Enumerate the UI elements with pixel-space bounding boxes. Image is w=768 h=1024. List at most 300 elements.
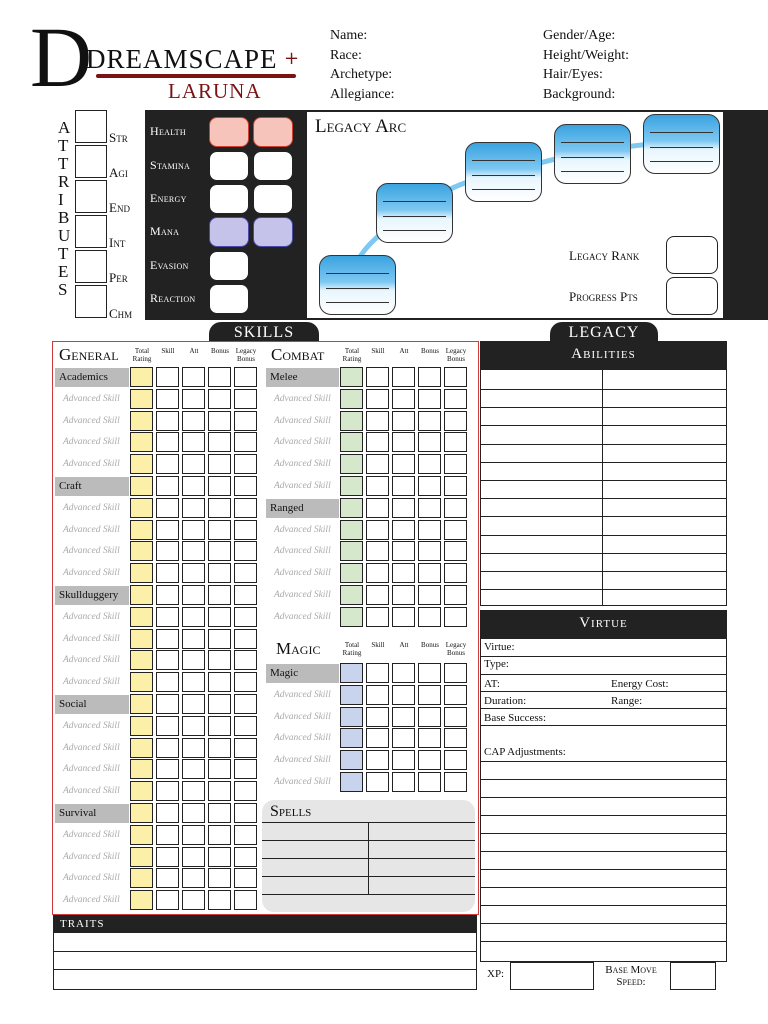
attr-letter: R bbox=[58, 172, 70, 191]
skill-cell[interactable] bbox=[340, 685, 363, 705]
base-move-input[interactable] bbox=[670, 962, 716, 990]
background-field[interactable]: Background: bbox=[543, 87, 616, 102]
skill-cell[interactable] bbox=[418, 707, 441, 727]
virtue-base-success-label: Base Success: bbox=[484, 712, 547, 724]
skill-cell[interactable] bbox=[208, 476, 231, 496]
skill-cell[interactable] bbox=[234, 432, 257, 452]
skill-cell[interactable] bbox=[156, 563, 179, 583]
skill-cell[interactable] bbox=[340, 476, 363, 496]
skill-cell[interactable] bbox=[392, 750, 415, 770]
gender-age-field[interactable]: Gender/Age: bbox=[543, 28, 616, 43]
evasion-input[interactable] bbox=[209, 251, 249, 281]
advanced-skill-label: Advanced Skill bbox=[63, 546, 120, 557]
skill-cell[interactable] bbox=[340, 728, 363, 748]
skill-cell[interactable] bbox=[208, 498, 231, 518]
skill-cell[interactable] bbox=[366, 728, 389, 748]
skill-cell[interactable] bbox=[156, 825, 179, 845]
advanced-skill-label: Advanced Skill bbox=[274, 393, 331, 404]
xp-label: XP: bbox=[487, 968, 505, 980]
skill-cell[interactable] bbox=[208, 781, 231, 801]
skill-cell[interactable] bbox=[130, 541, 153, 561]
skill-cell[interactable] bbox=[234, 694, 257, 714]
skill-cell[interactable] bbox=[156, 738, 179, 758]
skill-cell[interactable] bbox=[208, 454, 231, 474]
virtue-line bbox=[481, 725, 726, 726]
skill-cell[interactable] bbox=[208, 868, 231, 888]
skill-cell[interactable] bbox=[130, 650, 153, 670]
skill-cell[interactable] bbox=[444, 520, 467, 540]
skill-cell[interactable] bbox=[182, 432, 205, 452]
skill-cell[interactable] bbox=[208, 694, 231, 714]
skill-cell[interactable] bbox=[418, 541, 441, 561]
skill-cell[interactable] bbox=[130, 868, 153, 888]
advanced-skill-label: Advanced Skill bbox=[63, 459, 120, 470]
skill-cell[interactable] bbox=[234, 847, 257, 867]
skill-cell[interactable] bbox=[156, 585, 179, 605]
energy-max[interactable] bbox=[253, 184, 293, 214]
skill-cell[interactable] bbox=[444, 607, 467, 627]
reaction-input[interactable] bbox=[209, 284, 249, 314]
abilities-line bbox=[481, 571, 726, 572]
health-current[interactable] bbox=[209, 117, 249, 147]
hair-eyes-field[interactable]: Hair/Eyes: bbox=[543, 67, 603, 82]
skill-cell[interactable] bbox=[418, 563, 441, 583]
agi-input[interactable] bbox=[75, 145, 107, 178]
skill-cell[interactable] bbox=[208, 672, 231, 692]
skill-cell[interactable] bbox=[392, 411, 415, 431]
skill-cell[interactable] bbox=[182, 476, 205, 496]
arc-node-4[interactable] bbox=[554, 124, 631, 184]
skill-cell[interactable] bbox=[340, 563, 363, 583]
abilities-line bbox=[481, 553, 726, 554]
skill-cell[interactable] bbox=[418, 685, 441, 705]
logo-big-d: D bbox=[30, 9, 93, 105]
skill-cell[interactable] bbox=[418, 411, 441, 431]
skill-cell[interactable] bbox=[156, 781, 179, 801]
skill-cell[interactable] bbox=[156, 498, 179, 518]
advanced-skill-label: Advanced Skill bbox=[63, 873, 120, 884]
skill-cell[interactable] bbox=[234, 759, 257, 779]
skill-cell[interactable] bbox=[366, 432, 389, 452]
skill-cell[interactable] bbox=[234, 389, 257, 409]
advanced-skill-label: Advanced Skill bbox=[63, 393, 120, 404]
skill-cell[interactable] bbox=[208, 716, 231, 736]
virtue-line bbox=[481, 887, 726, 888]
skill-cell[interactable] bbox=[234, 650, 257, 670]
skill-cell[interactable] bbox=[156, 694, 179, 714]
skill-cell[interactable] bbox=[340, 454, 363, 474]
skill-cell[interactable] bbox=[234, 563, 257, 583]
skill-cell[interactable] bbox=[340, 772, 363, 792]
spells-title: Spells bbox=[270, 803, 312, 820]
skill-cell[interactable] bbox=[392, 772, 415, 792]
skill-cell[interactable] bbox=[130, 432, 153, 452]
skill-cell[interactable] bbox=[156, 607, 179, 627]
skill-cell[interactable] bbox=[130, 411, 153, 431]
abilities-line bbox=[481, 535, 726, 536]
skill-cell[interactable] bbox=[208, 803, 231, 823]
skill-cell[interactable] bbox=[182, 716, 205, 736]
skill-cell[interactable] bbox=[130, 694, 153, 714]
skill-cell[interactable] bbox=[156, 454, 179, 474]
virtue-title: Virtue bbox=[579, 615, 628, 631]
advanced-skill-label: Advanced Skill bbox=[274, 777, 331, 787]
skill-cell[interactable] bbox=[444, 498, 467, 518]
column-header-bonus: Bonus bbox=[211, 347, 229, 355]
skill-cell[interactable] bbox=[444, 707, 467, 727]
skill-cell[interactable] bbox=[444, 772, 467, 792]
skill-cell[interactable] bbox=[234, 367, 257, 387]
skill-cell[interactable] bbox=[234, 520, 257, 540]
skill-cell[interactable] bbox=[444, 541, 467, 561]
energy-current[interactable] bbox=[209, 184, 249, 214]
skill-cell[interactable] bbox=[392, 498, 415, 518]
skill-cell[interactable] bbox=[234, 825, 257, 845]
skill-cell[interactable] bbox=[208, 411, 231, 431]
allegiance-field[interactable]: Allegiance: bbox=[330, 87, 395, 102]
race-field[interactable]: Race: bbox=[330, 48, 362, 63]
arc-node-5[interactable] bbox=[643, 114, 720, 174]
skill-cell[interactable] bbox=[340, 432, 363, 452]
skill-cell[interactable] bbox=[156, 890, 179, 910]
attr-letter: A bbox=[58, 118, 71, 137]
skill-cell[interactable] bbox=[392, 367, 415, 387]
skill-cell[interactable] bbox=[366, 685, 389, 705]
skill-cell[interactable] bbox=[130, 890, 153, 910]
skill-cell[interactable] bbox=[234, 607, 257, 627]
skill-cell[interactable] bbox=[182, 781, 205, 801]
skill-cell[interactable] bbox=[444, 750, 467, 770]
skill-cell[interactable] bbox=[156, 716, 179, 736]
legacy-arc-title: Legacy Arc bbox=[315, 116, 407, 137]
skill-cell[interactable] bbox=[156, 411, 179, 431]
health-max[interactable] bbox=[253, 117, 293, 147]
skill-cell[interactable] bbox=[340, 607, 363, 627]
xp-input[interactable] bbox=[510, 962, 594, 990]
skill-cell[interactable] bbox=[234, 629, 257, 649]
skill-cell[interactable] bbox=[234, 476, 257, 496]
skill-cell[interactable] bbox=[208, 563, 231, 583]
attr-chm-label: Chm bbox=[109, 306, 133, 321]
skill-cell[interactable] bbox=[392, 607, 415, 627]
skill-cell[interactable] bbox=[130, 629, 153, 649]
arc-node-1[interactable] bbox=[319, 255, 396, 315]
skill-cell[interactable] bbox=[418, 585, 441, 605]
skill-cell[interactable] bbox=[392, 520, 415, 540]
skill-cell[interactable] bbox=[130, 759, 153, 779]
advanced-skill-label: Advanced Skill bbox=[63, 851, 120, 862]
skill-cell[interactable] bbox=[182, 541, 205, 561]
skill-cell[interactable] bbox=[366, 772, 389, 792]
skill-cell[interactable] bbox=[444, 728, 467, 748]
skill-cell[interactable] bbox=[130, 847, 153, 867]
skill-cell[interactable] bbox=[444, 411, 467, 431]
skill-cell[interactable] bbox=[392, 707, 415, 727]
attr-letter: B bbox=[58, 208, 70, 227]
combat-title: Combat bbox=[271, 345, 325, 364]
abilities-line bbox=[481, 444, 726, 445]
mana-current[interactable] bbox=[209, 217, 249, 247]
skill-cell[interactable] bbox=[208, 650, 231, 670]
skill-cell[interactable] bbox=[366, 707, 389, 727]
skill-cell[interactable] bbox=[156, 868, 179, 888]
skill-cell[interactable] bbox=[182, 803, 205, 823]
skill-cell[interactable] bbox=[444, 454, 467, 474]
skill-cell[interactable] bbox=[156, 432, 179, 452]
progress-pts-input[interactable] bbox=[666, 277, 718, 315]
skill-cell[interactable] bbox=[156, 847, 179, 867]
skill-cell[interactable] bbox=[392, 541, 415, 561]
skill-cell[interactable] bbox=[182, 890, 205, 910]
skill-cell[interactable] bbox=[340, 663, 363, 683]
skill-cell[interactable] bbox=[234, 716, 257, 736]
skill-cell[interactable] bbox=[182, 454, 205, 474]
skill-cell[interactable] bbox=[418, 476, 441, 496]
skill-cell[interactable] bbox=[340, 750, 363, 770]
per-input[interactable] bbox=[75, 250, 107, 283]
advanced-skill-label: Advanced Skill bbox=[274, 568, 331, 579]
skill-cell[interactable] bbox=[182, 389, 205, 409]
skill-cell[interactable] bbox=[208, 367, 231, 387]
skill-cell[interactable] bbox=[234, 411, 257, 431]
skill-cell[interactable] bbox=[366, 585, 389, 605]
skill-cell[interactable] bbox=[130, 803, 153, 823]
skill-cell[interactable] bbox=[418, 750, 441, 770]
skill-cell[interactable] bbox=[444, 432, 467, 452]
skill-cell[interactable] bbox=[156, 389, 179, 409]
skill-cell[interactable] bbox=[366, 541, 389, 561]
skill-cell[interactable] bbox=[208, 607, 231, 627]
column-header-att: Att bbox=[189, 347, 199, 355]
archetype-field[interactable]: Archetype: bbox=[330, 67, 393, 82]
skill-cell[interactable] bbox=[156, 476, 179, 496]
skill-cell[interactable] bbox=[182, 498, 205, 518]
skill-cell[interactable] bbox=[444, 367, 467, 387]
column-header-bonus: Bonus bbox=[421, 347, 439, 355]
skill-cell[interactable] bbox=[130, 672, 153, 692]
skill-cell[interactable] bbox=[234, 585, 257, 605]
stamina-max[interactable] bbox=[253, 151, 293, 181]
end-input[interactable] bbox=[75, 180, 107, 213]
skill-cell[interactable] bbox=[182, 520, 205, 540]
skill-cell[interactable] bbox=[418, 772, 441, 792]
skill-cell[interactable] bbox=[418, 367, 441, 387]
skill-cell[interactable] bbox=[130, 738, 153, 758]
skill-cell[interactable] bbox=[444, 476, 467, 496]
skill-cell[interactable] bbox=[156, 629, 179, 649]
skill-cell[interactable] bbox=[366, 411, 389, 431]
spell-divider bbox=[368, 822, 369, 894]
logo-title: DREAMSCAPE bbox=[86, 44, 278, 74]
skill-cell[interactable] bbox=[130, 367, 153, 387]
skill-cell[interactable] bbox=[182, 629, 205, 649]
stat-reaction-label: Reaction bbox=[150, 291, 196, 305]
skill-cell[interactable] bbox=[130, 520, 153, 540]
str-input[interactable] bbox=[75, 110, 107, 143]
skill-cell[interactable] bbox=[130, 825, 153, 845]
attr-int-label: Int bbox=[109, 235, 126, 250]
skill-cell[interactable] bbox=[392, 432, 415, 452]
skill-cell[interactable] bbox=[366, 389, 389, 409]
skill-cell[interactable] bbox=[208, 629, 231, 649]
skill-cell[interactable] bbox=[130, 476, 153, 496]
skill-cell[interactable] bbox=[340, 411, 363, 431]
int-input[interactable] bbox=[75, 215, 107, 248]
skill-cell[interactable] bbox=[208, 389, 231, 409]
skill-cell[interactable] bbox=[234, 803, 257, 823]
skill-cell[interactable] bbox=[208, 759, 231, 779]
skill-cell[interactable] bbox=[182, 738, 205, 758]
skill-cell[interactable] bbox=[340, 707, 363, 727]
skill-cell[interactable] bbox=[392, 563, 415, 583]
skill-cell[interactable] bbox=[340, 367, 363, 387]
skill-cell[interactable] bbox=[234, 868, 257, 888]
skill-cell[interactable] bbox=[130, 563, 153, 583]
skill-cell[interactable] bbox=[208, 520, 231, 540]
stamina-current[interactable] bbox=[209, 151, 249, 181]
skill-cell[interactable] bbox=[234, 781, 257, 801]
virtue-line bbox=[481, 761, 726, 762]
legacy-rank-input[interactable] bbox=[666, 236, 718, 274]
skill-cell[interactable] bbox=[340, 520, 363, 540]
skill-cell[interactable] bbox=[156, 672, 179, 692]
skill-cell[interactable] bbox=[208, 890, 231, 910]
skill-cell[interactable] bbox=[130, 585, 153, 605]
virtue-range-label: Range: bbox=[611, 695, 643, 707]
skill-cell[interactable] bbox=[366, 367, 389, 387]
skill-cell[interactable] bbox=[182, 585, 205, 605]
skill-cell[interactable] bbox=[234, 498, 257, 518]
skill-cell[interactable] bbox=[156, 367, 179, 387]
column-header-legacy: Legacy Bonus bbox=[235, 347, 257, 363]
skill-cell[interactable] bbox=[340, 585, 363, 605]
attr-agi-label: Agi bbox=[109, 165, 128, 180]
skill-cell[interactable] bbox=[208, 847, 231, 867]
attr-letter: T bbox=[58, 244, 69, 263]
abilities-line bbox=[481, 480, 726, 481]
skill-cell[interactable] bbox=[340, 498, 363, 518]
skill-cell[interactable] bbox=[418, 454, 441, 474]
skill-cell[interactable] bbox=[418, 520, 441, 540]
skill-cell[interactable] bbox=[366, 607, 389, 627]
skill-cell[interactable] bbox=[130, 607, 153, 627]
skill-cell[interactable] bbox=[182, 672, 205, 692]
skill-cell[interactable] bbox=[182, 847, 205, 867]
skill-cell[interactable] bbox=[156, 803, 179, 823]
name-field[interactable]: Name: bbox=[330, 28, 368, 43]
skill-cell[interactable] bbox=[208, 738, 231, 758]
skill-cell[interactable] bbox=[418, 389, 441, 409]
skill-cell[interactable] bbox=[130, 781, 153, 801]
skill-cell[interactable] bbox=[392, 389, 415, 409]
skill-cell[interactable] bbox=[392, 728, 415, 748]
virtue-line bbox=[481, 833, 726, 834]
arc-node-3[interactable] bbox=[465, 142, 542, 202]
skill-cell[interactable] bbox=[130, 498, 153, 518]
chm-input[interactable] bbox=[75, 285, 107, 318]
skill-cell[interactable] bbox=[234, 890, 257, 910]
skill-cell[interactable] bbox=[182, 759, 205, 779]
skill-cell[interactable] bbox=[418, 728, 441, 748]
skill-cell[interactable] bbox=[418, 432, 441, 452]
abilities-line bbox=[481, 498, 726, 499]
skill-cell[interactable] bbox=[234, 738, 257, 758]
skill-cell[interactable] bbox=[366, 476, 389, 496]
skill-cell[interactable] bbox=[234, 541, 257, 561]
skill-cell[interactable] bbox=[392, 454, 415, 474]
skill-cell[interactable] bbox=[418, 663, 441, 683]
skill-cell[interactable] bbox=[182, 868, 205, 888]
advanced-skill-label: Advanced Skill bbox=[63, 633, 120, 644]
column-header-total: Total Rating bbox=[132, 347, 152, 363]
skill-cell[interactable] bbox=[366, 563, 389, 583]
skill-cell[interactable] bbox=[182, 825, 205, 845]
skill-cell[interactable] bbox=[130, 716, 153, 736]
arc-node-2[interactable] bbox=[376, 183, 453, 243]
skill-cell[interactable] bbox=[182, 694, 205, 714]
stat-energy-label: Energy bbox=[150, 191, 187, 205]
skill-cell[interactable] bbox=[208, 432, 231, 452]
skill-cell[interactable] bbox=[366, 520, 389, 540]
stat-stamina-label: Stamina bbox=[150, 158, 191, 172]
skill-cell[interactable] bbox=[182, 367, 205, 387]
skill-cell[interactable] bbox=[366, 498, 389, 518]
skill-cell[interactable] bbox=[182, 411, 205, 431]
skill-cell[interactable] bbox=[392, 685, 415, 705]
skill-cell[interactable] bbox=[392, 476, 415, 496]
skill-cell[interactable] bbox=[208, 541, 231, 561]
advanced-skill-label: Advanced Skill bbox=[274, 415, 331, 426]
skill-cell[interactable] bbox=[156, 650, 179, 670]
attr-per-label: Per bbox=[109, 270, 128, 285]
skill-cell[interactable] bbox=[234, 454, 257, 474]
skill-cell[interactable] bbox=[234, 672, 257, 692]
skill-cell[interactable] bbox=[444, 585, 467, 605]
skill-cell[interactable] bbox=[444, 389, 467, 409]
skill-cell[interactable] bbox=[340, 541, 363, 561]
skill-cell[interactable] bbox=[156, 541, 179, 561]
skill-cell[interactable] bbox=[130, 454, 153, 474]
skill-cell[interactable] bbox=[392, 585, 415, 605]
skill-cell[interactable] bbox=[208, 825, 231, 845]
virtue-line bbox=[481, 674, 726, 675]
skill-cell[interactable] bbox=[444, 663, 467, 683]
skill-cell[interactable] bbox=[366, 454, 389, 474]
skill-cell[interactable] bbox=[182, 650, 205, 670]
advanced-skill-label: Advanced Skill bbox=[63, 786, 120, 797]
skill-cell[interactable] bbox=[444, 563, 467, 583]
advanced-skill-label: Advanced Skill bbox=[274, 611, 331, 622]
skill-cell[interactable] bbox=[418, 498, 441, 518]
skill-cell[interactable] bbox=[444, 685, 467, 705]
skill-cell[interactable] bbox=[208, 585, 231, 605]
skill-cell[interactable] bbox=[366, 750, 389, 770]
skills-tab: SKILLS bbox=[209, 322, 319, 342]
height-weight-field[interactable]: Height/Weight: bbox=[543, 48, 629, 63]
skill-cell[interactable] bbox=[340, 389, 363, 409]
abilities-line bbox=[481, 516, 726, 517]
skill-cell[interactable] bbox=[182, 607, 205, 627]
skill-cell[interactable] bbox=[130, 389, 153, 409]
skill-cell[interactable] bbox=[392, 663, 415, 683]
skill-cell[interactable] bbox=[156, 520, 179, 540]
mana-max[interactable] bbox=[253, 217, 293, 247]
skill-cell[interactable] bbox=[182, 563, 205, 583]
skill-cell[interactable] bbox=[418, 607, 441, 627]
skill-cell[interactable] bbox=[156, 759, 179, 779]
skill-cell[interactable] bbox=[366, 663, 389, 683]
advanced-skill-label: Advanced Skill bbox=[63, 677, 120, 688]
